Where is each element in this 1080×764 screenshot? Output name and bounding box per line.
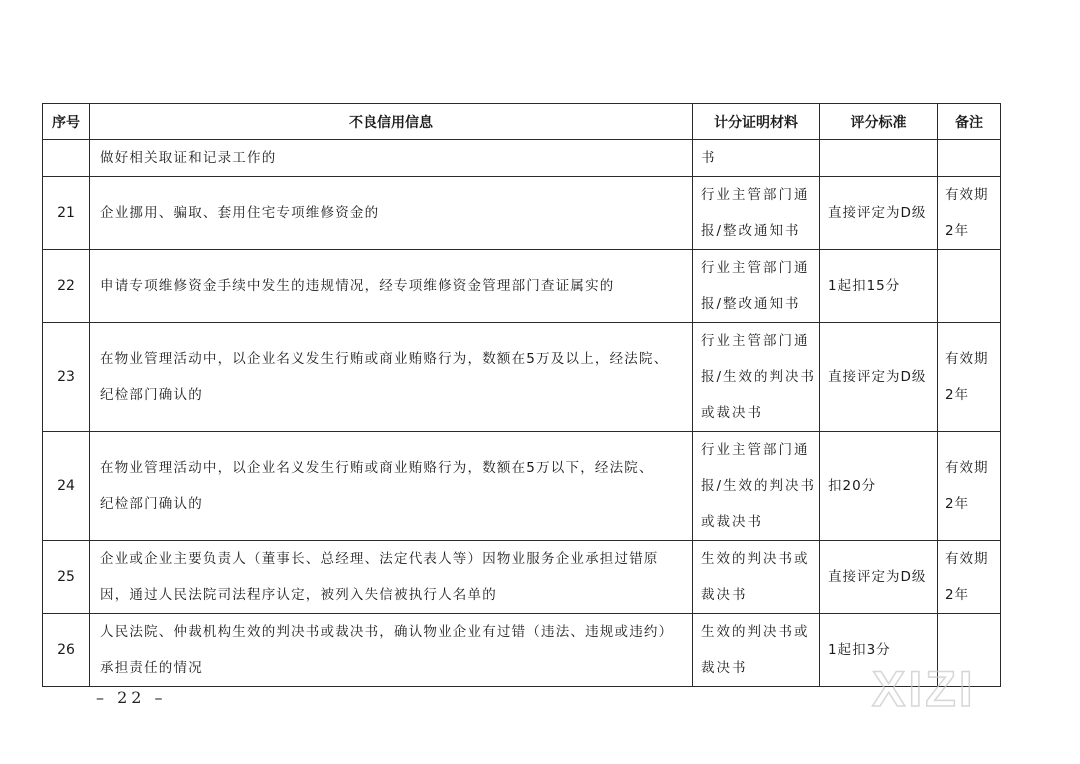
row-standard: 1起扣3分 [828, 642, 891, 658]
row-material: 行业主管部门通 报/生效的判决书 或裁决书 [701, 333, 817, 421]
row-material: 书 [701, 150, 717, 166]
row-material: 生效的判决书或 裁决书 [701, 624, 810, 676]
table-row [43, 177, 1001, 250]
page-number: – 22 – [96, 688, 167, 707]
row-standard: 直接评定为D级 [828, 205, 927, 221]
row-material: 行业主管部门通 报/整改通知书 [701, 187, 810, 239]
table-row [43, 250, 1001, 323]
row-note: 有效期 2年 [945, 351, 989, 403]
header-info: 不良信用信息 [90, 104, 693, 140]
table-row [43, 323, 1001, 432]
row-standard: 直接评定为D级 [828, 369, 927, 385]
header-standard: 评分标准 [820, 104, 938, 140]
table-row [43, 140, 1001, 177]
bad-credit-table [42, 103, 1001, 687]
row-number: 26 [43, 614, 90, 687]
table-header-row [43, 104, 1001, 140]
row-number: 22 [43, 250, 90, 323]
row-material: 行业主管部门通 报/整改通知书 [701, 260, 810, 312]
table-row [43, 541, 1001, 614]
header-material: 计分证明材料 [693, 104, 820, 140]
watermark-logo: XIZI [872, 661, 976, 717]
row-info: 做好相关取证和记录工作的 [100, 150, 277, 166]
row-number: 24 [43, 432, 90, 541]
table-row [43, 432, 1001, 541]
row-info: 企业或企业主要负责人（董事长、总经理、法定代表人等）因物业服务企业承担过错原 因，通过人民法院司法程序认定，被列入失信被执行人名单的 [100, 551, 659, 603]
row-note: 有效期 2年 [945, 187, 989, 239]
row-info: 在物业管理活动中，以企业名义发生行贿或商业贿赂行为，数额在5万以下，经法院、 纪检部门确认的 [100, 460, 654, 512]
row-note: 有效期 2年 [945, 460, 989, 512]
row-material: 行业主管部门通 报/生效的判决书 或裁决书 [701, 442, 817, 530]
row-number [43, 140, 90, 177]
row-info: 人民法院、仲裁机构生效的判决书或裁决书，确认物业企业有过错（违法、违规或违约） 承担责任的情况 [100, 624, 674, 676]
table-row [43, 614, 1001, 687]
row-info: 申请专项维修资金手续中发生的违规情况，经专项维修资金管理部门查证属实的 [100, 278, 615, 294]
row-material: 生效的判决书或 裁决书 [701, 551, 810, 603]
row-standard: 直接评定为D级 [828, 569, 927, 585]
row-info: 企业挪用、骗取、套用住宅专项维修资金的 [100, 205, 380, 221]
row-standard: 1起扣15分 [828, 278, 901, 294]
row-info: 在物业管理活动中，以企业名义发生行贿或商业贿赂行为，数额在5万及以上，经法院、 纪检部门确认的 [100, 351, 669, 403]
row-number: 23 [43, 323, 90, 432]
row-note: 有效期 2年 [945, 551, 989, 603]
row-number: 21 [43, 177, 90, 250]
header-note: 备注 [938, 104, 1001, 140]
header-no: 序号 [43, 104, 90, 140]
row-standard: 扣20分 [828, 478, 877, 494]
row-number: 25 [43, 541, 90, 614]
